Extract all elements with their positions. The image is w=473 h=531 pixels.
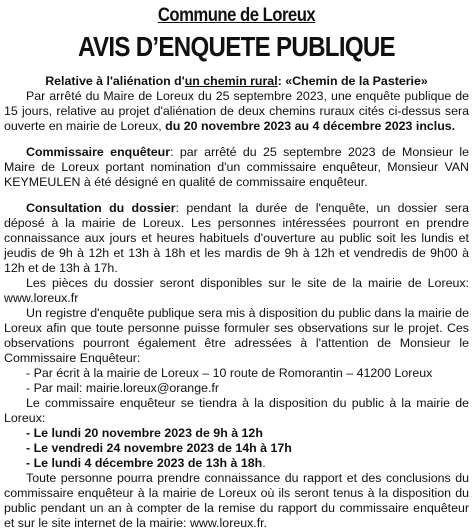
consultation-label: Consultation du dossier: [26, 201, 176, 215]
permanence-item-text: - Le lundi 4 décembre 2023 de 13h à 18h: [26, 456, 263, 470]
permanence-end: .: [262, 456, 266, 470]
contact-post: - Par écrit à la mairie de Loreux – 10 route de Romorantin – 41200 Loreux: [26, 366, 433, 380]
permanence-item-last: [4, 456, 469, 471]
permanences-intro: Le commissaire enquêteur se tiendra à la disposition du public à la mairie de Loreux:: [4, 396, 469, 425]
permanence-item: - Le lundi 20 novembre 2023 de 9h à 12h: [26, 426, 263, 440]
web-paragraph: Les pièces du dossier seront disponibles sur le site de la mairie de Loreux: www.loreux.fr: [4, 276, 469, 305]
commissaire-text: : par arrêté du 25 septembre 2023 de Monsieur le Maire de Loreux portant nomination d'un commissaire enquêteur, Monsieur VAN KEYMEULEN à été désigné en qualité de commissaire enquêteur.: [4, 145, 469, 189]
intro-paragraph: [4, 89, 469, 134]
subtitle-prefix: Relative à l'aliénation d': [45, 74, 185, 88]
consultation-text: : pendant la durée de l'enquête, un dossier sera déposé à la mairie de Loreux. Les personnes intéressées pourront en prendre connaissance aux jours et heures habituels d'ouverture au public soit les lundis et jeudis de 9h à 12h et 13h à 18h et les mardis de 9h à 12h et vendredis de 9h00 à 12h et de 13h à 17h.: [4, 201, 469, 275]
commissaire-paragraph: [4, 145, 469, 190]
permanence-item: - Le vendredi 24 novembre 2023 de 14h à 17h: [26, 441, 292, 455]
subtitle-suffix: : «Chemin de la Pasterie»: [277, 74, 428, 88]
consultation-paragraph: [4, 201, 469, 276]
notice-subtitle: [4, 74, 469, 89]
contact-mail: - Par mail: mairie.loreux@orange.fr: [26, 381, 219, 395]
commissaire-label: Commissaire enquêteur: [26, 145, 171, 159]
commune-name: Commune de Loreux: [157, 5, 316, 26]
registre-paragraph: Un registre d'enquête publique sera mis à disposition du public dans la mairie de Loreux afin que toute personne puisse formuler ses observations sur le projet. Ces observations pourront également être adressées à l'attention de Monsieur le Commissaire Enquêteur:: [4, 306, 469, 365]
notice-page: [4, 0, 469, 531]
notice-title: AVIS D’ENQUETE PUBLIQUE: [78, 31, 395, 62]
intro-dates: du 20 novembre 2023 au 4 décembre 2023 inclus.: [165, 119, 456, 133]
subtitle-underlined: un chemin rural: [184, 74, 278, 88]
closing-paragraph: Toute personne pourra prendre connaissance du rapport et des conclusions du commissaire enquêteur à la mairie de Loreux où ils seront tenus à la disposition du public pendant un an à compter de la remise du rapport du commissaire enquêteur et sur le site internet de la mairie: www.loreux.fr.: [4, 471, 469, 530]
intro-text: Par arrêté du Maire de Loreux du 25 septembre 2023, une enquête publique de 15 jours, relative au projet d'aliénation de deux chemins ruraux cités ci-dessus sera ouverte en mairie de Loreux,: [4, 89, 469, 133]
